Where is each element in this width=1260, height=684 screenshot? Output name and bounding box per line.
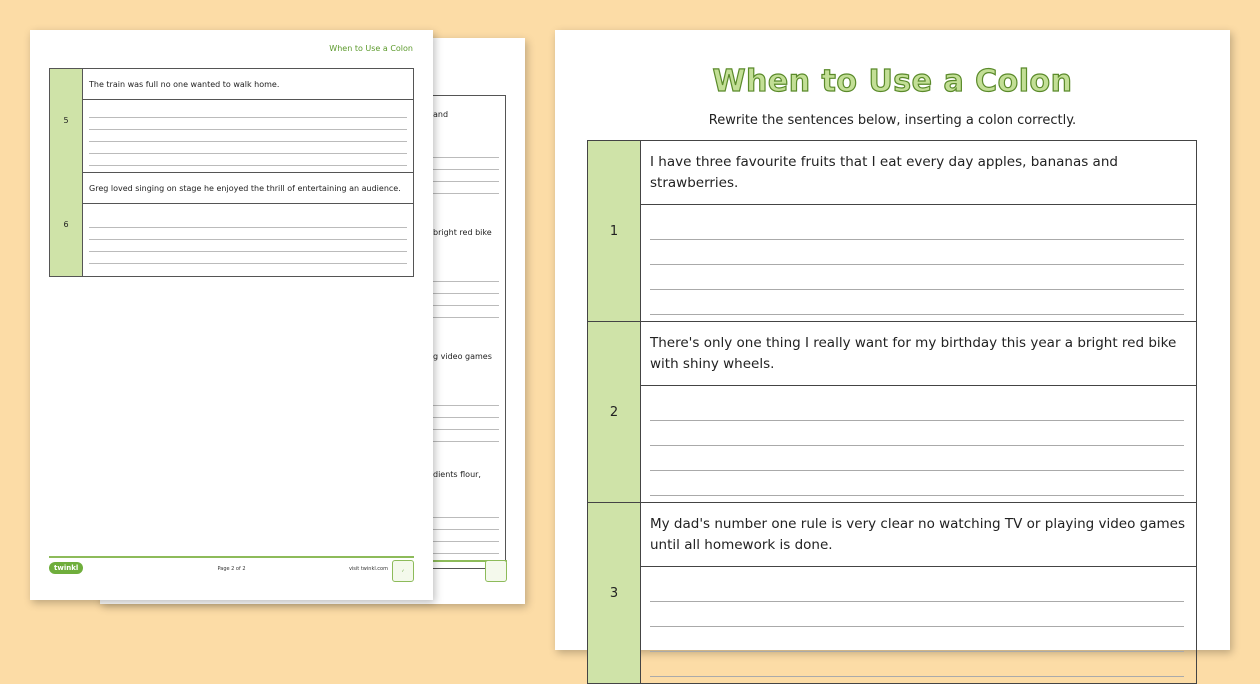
worksheet-page-one: [555, 30, 1230, 650]
back-page-table: [426, 95, 506, 569]
questions-table: [587, 140, 1197, 684]
worksheet-instructions: Rewrite the sentences below, inserting a colon correctly.: [708, 113, 1077, 128]
answer-lines: [83, 100, 414, 173]
answer-lines: [83, 204, 414, 277]
question-number: 5: [50, 69, 83, 173]
worksheet-title: When to Use a Colon: [712, 64, 1073, 99]
back-fragment: dients flour,: [433, 469, 481, 479]
question-number: 3: [588, 503, 641, 684]
answer-lines: [641, 386, 1197, 503]
twinkl-logo: twinkl: [49, 562, 83, 574]
question-number: 6: [50, 173, 83, 277]
site-link: visit twinkl.com: [348, 566, 388, 572]
question-number: 2: [588, 322, 641, 503]
back-badge-icon: [485, 560, 507, 582]
question-text: Greg loved singing on stage he enjoyed the thrill of entertaining an audience.: [83, 173, 414, 204]
quality-badge-icon: ✓: [392, 560, 414, 582]
question-text: There's only one thing I really want for my birthday this year a bright red bike with shiny wheels.: [641, 322, 1197, 386]
answer-lines: [641, 567, 1197, 684]
question-number: 1: [588, 141, 641, 322]
back-fragment: g video games: [433, 351, 492, 361]
page-footer: [49, 556, 414, 582]
question-text: I have three favourite fruits that I eat every day apples, bananas and strawberries.: [641, 141, 1197, 205]
page-two-table: [49, 68, 414, 277]
page-header: When to Use a Colon: [329, 44, 413, 53]
page-number: Page 2 of 2: [217, 566, 246, 572]
question-text: The train was full no one wanted to walk home.: [83, 69, 414, 100]
worksheet-page-two: [30, 30, 433, 600]
back-fragment: and: [433, 109, 449, 119]
back-fragment: bright red bike: [433, 227, 492, 237]
answer-lines: [641, 205, 1197, 322]
question-text: My dad's number one rule is very clear no watching TV or playing video games until all homework is done.: [641, 503, 1197, 567]
